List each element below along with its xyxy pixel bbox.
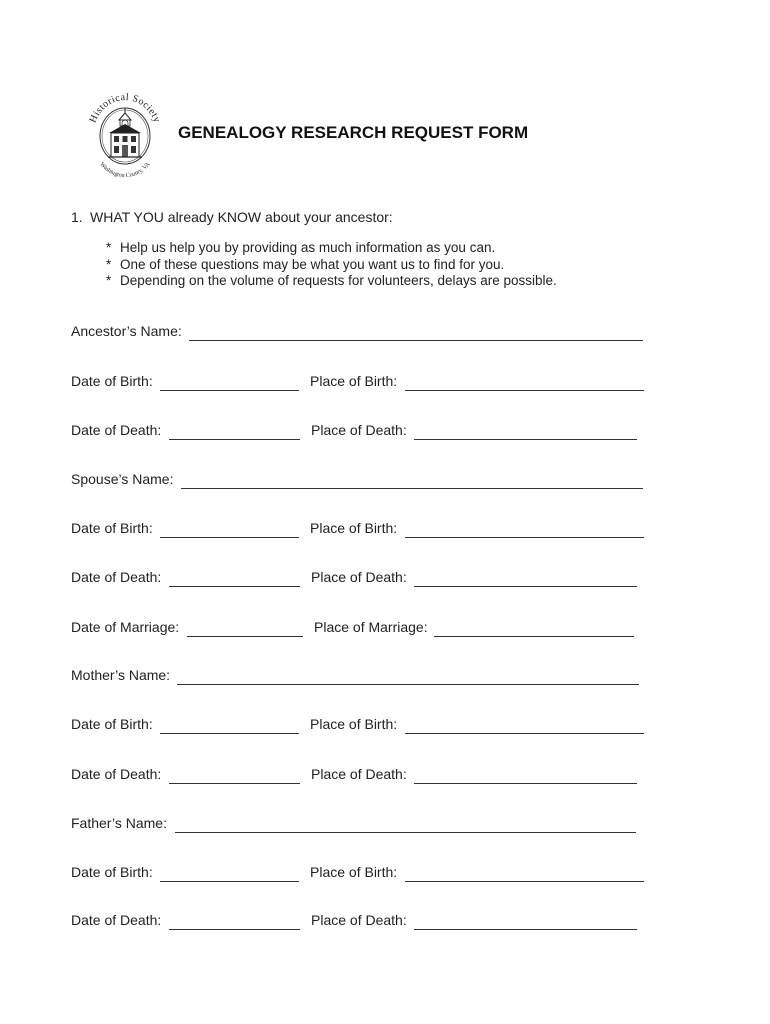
- date-of-marriage-label: Date of Marriage:: [71, 619, 180, 635]
- form-title: GENEALOGY RESEARCH REQUEST FORM: [178, 123, 529, 142]
- bullet-text: Depending on the volume of requests for volunteers, delays are possible.: [120, 273, 557, 288]
- place-of-birth-label: Place of Birth:: [310, 864, 398, 880]
- date-of-birth-label: Date of Birth:: [71, 864, 153, 880]
- section-heading-text: WHAT YOU already KNOW about your ancestor:: [90, 209, 393, 225]
- ancestor-date-of-birth-field[interactable]: [160, 390, 299, 391]
- mother-date-of-birth-field[interactable]: [160, 733, 299, 734]
- historical-society-seal-icon: [80, 84, 170, 182]
- date-of-marriage-field[interactable]: [187, 636, 303, 637]
- instruction-list: [106, 240, 557, 290]
- ancestor-place-of-birth-field[interactable]: [405, 390, 644, 391]
- section-heading: [71, 209, 393, 225]
- bullet-text: One of these questions may be what you want us to find for you.: [120, 256, 505, 272]
- mother-name-field[interactable]: [177, 684, 639, 685]
- date-of-birth-label: Date of Birth:: [71, 520, 153, 536]
- spouse-name-field[interactable]: [181, 488, 643, 489]
- ancestor-place-of-death-field[interactable]: [414, 439, 637, 440]
- ancestor-name-label: Ancestor’s Name:: [71, 323, 182, 339]
- date-of-death-label: Date of Death:: [71, 569, 162, 585]
- place-of-marriage-label: Place of Marriage:: [314, 619, 428, 635]
- spouse-date-of-birth-field[interactable]: [160, 537, 299, 538]
- bullet-marker: *: [106, 256, 112, 272]
- date-of-birth-label: Date of Birth:: [71, 373, 153, 389]
- spouse-name-label: Spouse’s Name:: [71, 471, 174, 487]
- mother-place-of-death-field[interactable]: [414, 783, 637, 784]
- father-place-of-death-field[interactable]: [414, 929, 637, 930]
- list-item: [106, 273, 557, 290]
- place-of-birth-label: Place of Birth:: [310, 716, 398, 732]
- spouse-date-of-death-field[interactable]: [169, 586, 300, 587]
- date-of-birth-label: Date of Birth:: [71, 716, 153, 732]
- place-of-birth-label: Place of Birth:: [310, 520, 398, 536]
- date-of-death-label: Date of Death:: [71, 766, 162, 782]
- bullet-marker: *: [106, 240, 112, 255]
- mother-date-of-death-field[interactable]: [169, 783, 300, 784]
- spouse-place-of-death-field[interactable]: [414, 586, 637, 587]
- date-of-death-label: Date of Death:: [71, 422, 162, 438]
- date-of-death-label: Date of Death:: [71, 912, 162, 928]
- bullet-text: Help us help you by providing as much information as you can.: [120, 240, 496, 255]
- place-of-death-label: Place of Death:: [311, 569, 407, 585]
- mother-place-of-birth-field[interactable]: [405, 733, 644, 734]
- bullet-marker: *: [106, 273, 112, 288]
- seal-top-text: Historical Society: [87, 91, 163, 125]
- father-date-of-death-field[interactable]: [169, 929, 300, 930]
- mother-name-label: Mother’s Name:: [71, 667, 171, 683]
- place-of-death-label: Place of Death:: [311, 766, 407, 782]
- place-of-birth-label: Place of Birth:: [310, 373, 398, 389]
- ancestor-name-field[interactable]: [189, 340, 643, 341]
- father-place-of-birth-field[interactable]: [405, 881, 644, 882]
- place-of-marriage-field[interactable]: [434, 636, 634, 637]
- place-of-death-label: Place of Death:: [311, 422, 407, 438]
- place-of-death-label: Place of Death:: [311, 912, 407, 928]
- father-name-label: Father’s Name:: [71, 815, 167, 831]
- section-number: 1.: [71, 209, 83, 225]
- list-item: [106, 240, 557, 257]
- list-item: [106, 257, 557, 274]
- father-date-of-birth-field[interactable]: [160, 881, 299, 882]
- father-name-field[interactable]: [175, 832, 636, 833]
- spouse-place-of-birth-field[interactable]: [405, 537, 644, 538]
- ancestor-date-of-death-field[interactable]: [169, 439, 300, 440]
- seal-bottom-text: Washington County, VA: [98, 161, 152, 180]
